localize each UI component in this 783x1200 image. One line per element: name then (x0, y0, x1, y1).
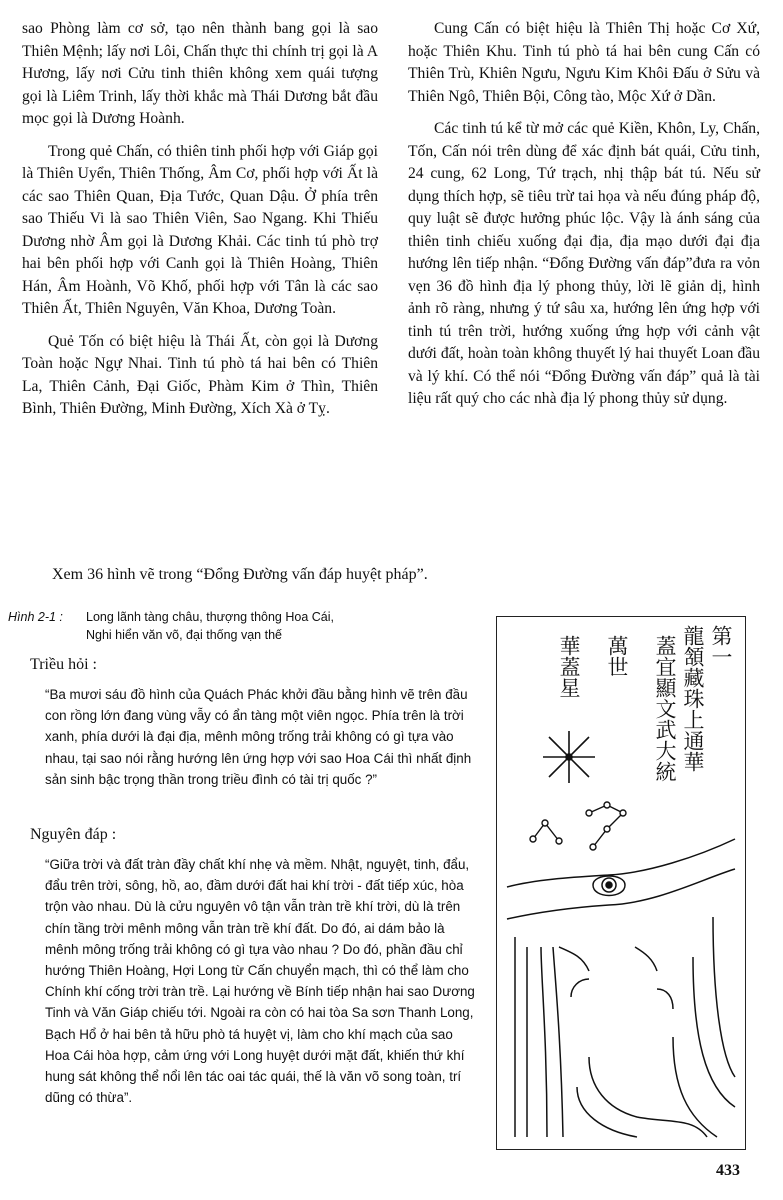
answer-text: “Giữa trời và đất tràn đầy chất khí nhẹ và mềm. Nhật, nguyệt, tinh, đẩu, đẩu trên trời, sông, hồ, ao, đầm dưới đất hai khí trời - đất tiếp xúc, hòa trộn vào nhau. Dù là cửu nguyên vô tận vẫn tràn trề khí trời, dù là trên chín tầng trời mênh mông vẫn tràn trề khí đất. Do đó, ai dám bảo là mênh mông trống trải không có gì tựa vào nhau ? Do đó, phần đầu chỉ hướng Thiên Hoàng, Hợi Long từ Cấn chuyển mạch, thì có thể làm cho Chính khí cống trời tràn trề. Lại hướng về Bính tiếp nhận hai sao Dương Tinh và Văn Giáp chiếu tới. Ngoài ra còn có hai tòa Sa sơn Thanh Long, Bạch Hổ ở hai bên tả hữu phò tá huyệt vị, làm cho khí mạch của sao Hoa Cái hòa hợp, cảm ứng với Long huyệt dưới mặt đất, khiến thứ khí hung sát không thể nổi lên tác oai tác quái, thế là văn võ song toàn, trí dũng có thừa”. (45, 857, 475, 1106)
inscription-col-3: 蓋宜顯文武大統 (653, 635, 677, 782)
right-text-column (408, 18, 760, 421)
chinese-inscription (557, 625, 733, 782)
dragon-ridge-lines-icon (507, 839, 735, 1137)
constellation-icon (530, 802, 626, 850)
left-paragraph-3: Quẻ Tốn có biệt hiệu là Thái Ất, còn gọi là Dương Toàn hoặc Ngự Nhai. Tinh tú phò tá hai bên có Thiên La, Thiên Cảnh, Đại Giốc, Phàm Kim ở Thìn, Thiên Bình, Thiên Đường, Minh Đường, Xích Xà ở Tỵ. (22, 332, 378, 417)
inscription-col-5: 華蓋星 (557, 635, 581, 698)
inscription-col-4: 萬世 (605, 635, 629, 677)
caption-line-2: Nghi hiển văn võ, đại thống vạn thế (86, 628, 282, 642)
pearl-cave-icon (593, 876, 625, 896)
right-paragraph-2: Các tinh tú kể từ mở các quẻ Kiền, Khôn, Ly, Chấn, Tốn, Cấn nói trên dùng để xác định bát quái, Cửu tinh, 24 cung, 62 Long, Tứ trạch, nhị thập bát tú. Nếu sử dụng thích hợp, sẽ tiêu trừ tai họa và nếu đúng pháp độ, quy luật sẽ được hưởng phúc lộc. Vậy là ánh sáng của thiên tinh chiếu xuống đại địa, địa mạo dưới đại địa hướng lên tiếp nhận. “Đổng Đường vấn đáp”đưa ra vỏn vẹn 36 đồ hình địa lý phong thủy, lời lẽ giản dị, hình ảnh rõ ràng, nhưng ý tứ sâu xa, hướng lên ứng hợp với tinh tú trên trời, hướng xuống ứng hợp với cảnh vật dưới đất, hoàn toàn không thuyết lý hai thuyết Loan đầu và lý khí. Có thể nói “Đổng Đường vấn đáp” quả là tài liệu rất quý cho các nhà địa lý phong thủy sử dụng. (408, 120, 760, 407)
inscription-col-2: 龍頷藏珠上通華 (681, 625, 705, 772)
question-heading: Triều hỏi : (30, 656, 97, 673)
dragon-pearl-figure (496, 616, 746, 1150)
caption-line-1: Long lãnh tàng châu, thượng thông Hoa Cái, (86, 610, 334, 624)
caption-text (86, 608, 466, 644)
right-paragraph-1: Cung Cấn có biệt hiệu là Thiên Thị hoặc Cơ Xứ, hoặc Thiên Khu. Tinh tú phò tá hai bên cung Cấn có Thiên Trù, Khiên Ngưu, Ngưu Kim Khôi Đấu ở Sửu và Thiên Ngô, Thiên Bội, Công tào, Mộc Xứ ở Dần. (408, 20, 760, 105)
question-text: “Ba mươi sáu đồ hình của Quách Phác khởi đầu bằng hình vẽ trên đầu con rồng lớn đang vùng vẫy có ẩn tàng một viên ngọc. Phía trên là trời xanh, phía dưới là đại địa, mênh mông trống trải không có gì tựa vào nhau, tại sao nói rằng hướng lên ứng hợp với sao Hoa Cái thì nhất định sản sinh bậc trọng thần trong triều đình có tài trị quốc ?” (45, 687, 472, 787)
hua-gai-star-icon (543, 731, 595, 783)
inscription-col-1: 第一 (709, 625, 733, 667)
page-number: 433 (716, 1162, 740, 1179)
left-paragraph-2: Trong quẻ Chấn, có thiên tinh phối hợp với Giáp gọi là Thiên Uyển, Thiên Thống, Âm Cơ, phối hợp với Ất là các sao Thiên Quan, Địa Tước, Quan Dậu. Ở phía trên sao Thiếu Vi là sao Thiên Viên, Sao Ngang. Khi Thiếu Dương nhờ Âm gọi là Dương Khải. Các tinh tú phò trợ hai bên phối hợp với Canh gọi là Thiên Hoàng, Thiên Hán, Âm Hoành, Võ Khố, phối hợp với Tân là các sao Thiên Ất, Thiên Nguyên, Văn Khoa, Dương Toàn. (22, 142, 378, 317)
left-paragraph-1: sao Phòng làm cơ sở, tạo nên thành bang gọi là sao Thiên Mệnh; lấy nơi Lôi, Chấn thực thi chính trị gọi là A Hương, lấy nơi Cửu tinh thiên không xem quái tượng gọi là Liêm Trinh, lấy thời khắc mà Thái Dương bắt đầu mọc gọi là Dương Hoành. (22, 20, 378, 127)
figure-caption (8, 608, 478, 644)
figures-intro-line: Xem 36 hình vẽ trong “Đổng Đường vấn đáp huyệt pháp”. (52, 566, 428, 583)
caption-label: Hình 2-1 : (8, 610, 63, 624)
left-text-column (22, 18, 378, 431)
answer-heading: Nguyên đáp : (30, 826, 117, 843)
figure-drawing (497, 617, 745, 1149)
